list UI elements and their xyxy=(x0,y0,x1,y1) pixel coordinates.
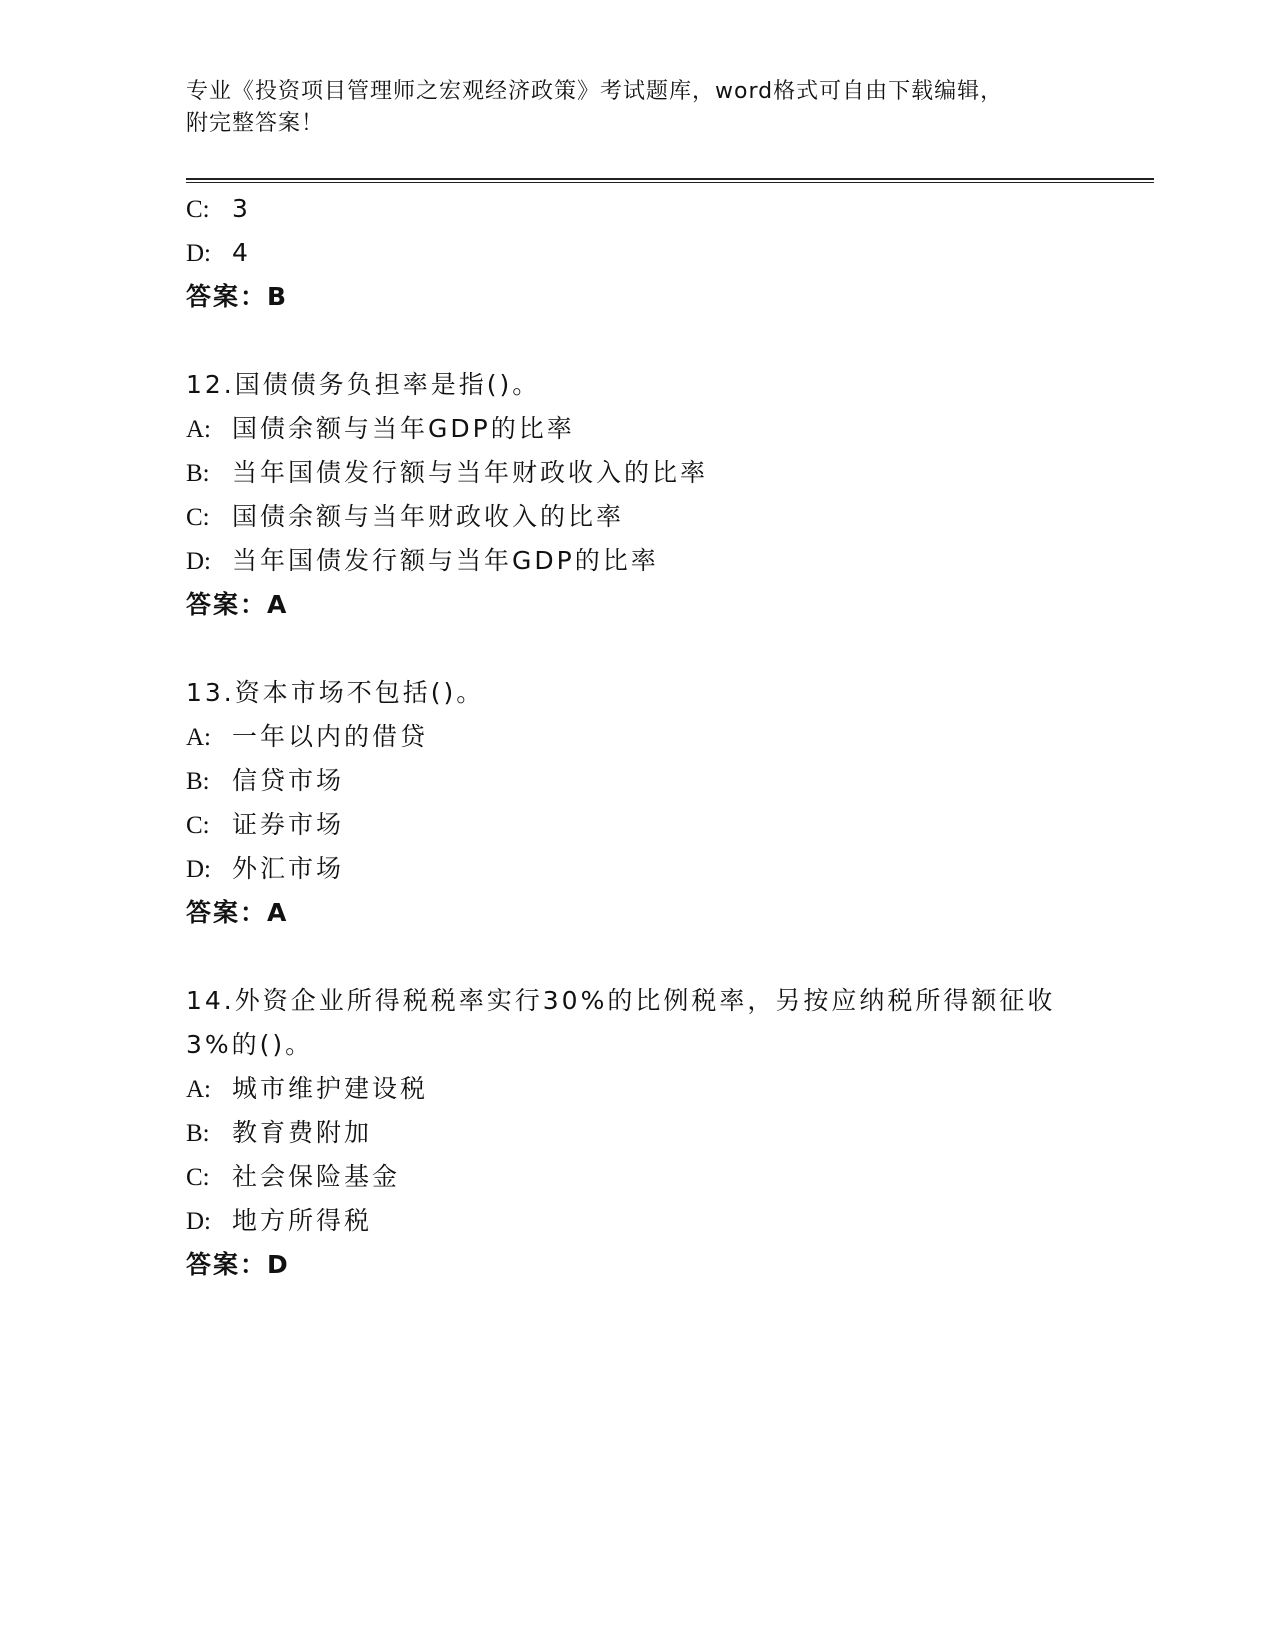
option-b xyxy=(186,1116,372,1151)
option-key: C: xyxy=(186,812,210,839)
option-text: 当年国债发行额与当年财政收入的比率 xyxy=(232,458,709,487)
option-key: D: xyxy=(186,1208,211,1235)
option-key: C: xyxy=(186,1164,210,1191)
option-text: 地方所得税 xyxy=(232,1206,373,1235)
option-text: 国债余额与当年GDP的比率 xyxy=(232,414,575,443)
option-key: A: xyxy=(186,1076,211,1103)
option-key: D: xyxy=(186,856,211,883)
option-key: D: xyxy=(186,548,211,575)
option-key: C: xyxy=(186,504,210,531)
option-d xyxy=(186,544,659,579)
option-key: B: xyxy=(186,1120,210,1147)
answer-line: 答案：D xyxy=(186,1250,290,1279)
option-text: 社会保险基金 xyxy=(232,1162,401,1191)
page-header xyxy=(186,76,1086,140)
option-text: 当年国债发行额与当年GDP的比率 xyxy=(232,546,659,575)
answer-line: 答案：A xyxy=(186,590,289,619)
question-stem: 13.资本市场不包括()。 xyxy=(186,678,485,707)
option-c xyxy=(186,1160,400,1195)
option-text: 3 xyxy=(232,194,251,223)
option-key: B: xyxy=(186,460,210,487)
option-c xyxy=(186,192,251,227)
option-key: A: xyxy=(186,416,211,443)
option-text: 证券市场 xyxy=(232,810,345,839)
option-text: 信贷市场 xyxy=(232,766,345,795)
option-text: 教育费附加 xyxy=(232,1118,373,1147)
option-text: 一年以内的借贷 xyxy=(232,722,429,751)
option-c xyxy=(186,500,624,535)
option-d xyxy=(186,852,344,887)
header-line-2: 附完整答案！ xyxy=(186,111,325,136)
option-b xyxy=(186,456,708,491)
answer-line: 答案：A xyxy=(186,898,289,927)
option-c xyxy=(186,808,344,843)
option-a xyxy=(186,720,428,755)
option-key: A: xyxy=(186,724,211,751)
option-key: D: xyxy=(186,240,211,267)
option-text: 4 xyxy=(232,238,251,267)
option-b xyxy=(186,764,344,799)
option-text: 国债余额与当年财政收入的比率 xyxy=(232,502,625,531)
header-line-1: 专业《投资项目管理师之宏观经济政策》考试题库，word格式可自由下载编辑， xyxy=(186,79,1004,104)
option-text: 城市维护建设税 xyxy=(232,1074,429,1103)
question-stem: 14.外资企业所得税税率实行30%的比例税率，另按应纳税所得额征收 xyxy=(186,986,1056,1015)
answer-line: 答案：B xyxy=(186,282,289,311)
option-key: B: xyxy=(186,768,210,795)
question-stem-continued: 3%的()。 xyxy=(186,1030,314,1059)
option-a xyxy=(186,412,575,447)
option-a xyxy=(186,1072,428,1107)
header-divider xyxy=(186,178,1154,183)
question-stem: 12.国债债务负担率是指()。 xyxy=(186,370,541,399)
option-key: C: xyxy=(186,196,210,223)
option-d xyxy=(186,1204,372,1239)
option-d xyxy=(186,236,251,271)
option-text: 外汇市场 xyxy=(232,854,345,883)
